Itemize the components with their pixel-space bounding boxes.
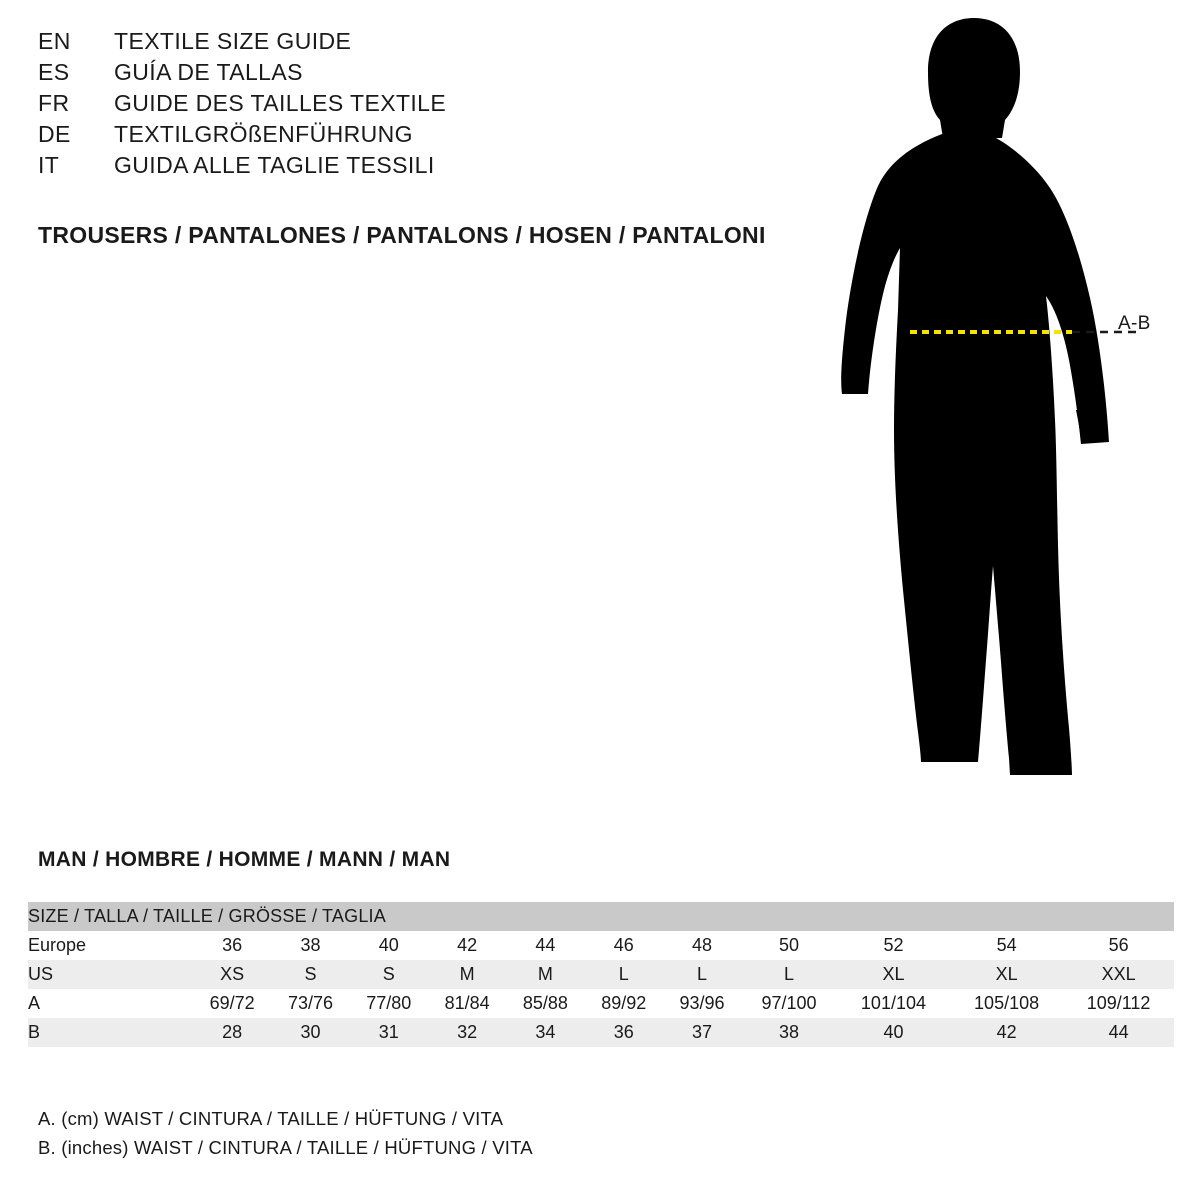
cell: 54	[950, 931, 1063, 960]
language-code: IT	[38, 152, 60, 178]
language-row	[38, 90, 798, 121]
row-label: B	[28, 1018, 193, 1047]
language-row	[38, 121, 798, 152]
cell: 105/108	[950, 989, 1063, 1018]
language-row	[38, 28, 798, 59]
table-row	[28, 989, 1174, 1018]
cell: 31	[350, 1018, 428, 1047]
cell: 32	[428, 1018, 506, 1047]
language-row	[38, 59, 798, 90]
language-title: GUIDE DES TAILLES TEXTILE	[114, 90, 447, 116]
cell: 93/96	[663, 989, 741, 1018]
cell: 36	[193, 931, 271, 960]
cell: 85/88	[506, 989, 584, 1018]
cell: 73/76	[271, 989, 349, 1018]
garment-type-line: TROUSERS / PANTALONES / PANTALONS / HOSEN / PANTALONI	[38, 222, 766, 248]
ab-measure-label: A-B	[1118, 313, 1151, 334]
table-header-row	[28, 902, 1174, 931]
row-label: US	[28, 960, 193, 989]
cell: 77/80	[350, 989, 428, 1018]
cell: 42	[950, 1018, 1063, 1047]
cell: XL	[950, 960, 1063, 989]
cell: 81/84	[428, 989, 506, 1018]
cell: L	[663, 960, 741, 989]
cell: 44	[1063, 1018, 1174, 1047]
cell: 44	[506, 931, 584, 960]
row-label: A	[28, 989, 193, 1018]
cell: 30	[271, 1018, 349, 1047]
footnote-a: A. (cm) WAIST / CINTURA / TAILLE / HÜFTUNG / VITA	[38, 1108, 504, 1129]
language-title: TEXTILGRÖßENFÜHRUNG	[114, 121, 413, 147]
cell: XL	[837, 960, 950, 989]
cell: 101/104	[837, 989, 950, 1018]
cell: 40	[837, 1018, 950, 1047]
language-code: DE	[38, 121, 71, 147]
table-row	[28, 960, 1174, 989]
cell: 56	[1063, 931, 1174, 960]
cell: 42	[428, 931, 506, 960]
cell: S	[271, 960, 349, 989]
cell: 40	[350, 931, 428, 960]
language-title: GUÍA DE TALLAS	[114, 59, 303, 85]
cell: XS	[193, 960, 271, 989]
cell: 36	[585, 1018, 663, 1047]
cell: M	[506, 960, 584, 989]
language-title: TEXTILE SIZE GUIDE	[114, 28, 352, 54]
table-row	[28, 931, 1174, 960]
cell: S	[350, 960, 428, 989]
cell: XXL	[1063, 960, 1174, 989]
man-silhouette-illustration	[790, 10, 1190, 800]
cell: 109/112	[1063, 989, 1174, 1018]
table-row	[28, 1018, 1174, 1047]
cell: L	[585, 960, 663, 989]
cell: 34	[506, 1018, 584, 1047]
cell: 48	[663, 931, 741, 960]
language-header-block	[38, 28, 798, 183]
language-code: ES	[38, 59, 70, 85]
table-header-label: SIZE / TALLA / TAILLE / GRÖSSE / TAGLIA	[28, 902, 1174, 931]
cell: 69/72	[193, 989, 271, 1018]
table-section-title: MAN / HOMBRE / HOMME / MANN / MAN	[38, 848, 451, 871]
row-label: Europe	[28, 931, 193, 960]
footnotes-block	[38, 1108, 533, 1166]
cell: 46	[585, 931, 663, 960]
footnote-b: B. (inches) WAIST / CINTURA / TAILLE / HÜFTUNG / VITA	[38, 1137, 533, 1158]
language-code: EN	[38, 28, 71, 54]
cell: 50	[741, 931, 837, 960]
language-row	[38, 152, 798, 183]
cell: 97/100	[741, 989, 837, 1018]
cell: 28	[193, 1018, 271, 1047]
language-title: GUIDA ALLE TAGLIE TESSILI	[114, 152, 435, 178]
size-chart-table	[28, 902, 1174, 1047]
cell: 37	[663, 1018, 741, 1047]
cell: 89/92	[585, 989, 663, 1018]
cell: M	[428, 960, 506, 989]
cell: 38	[271, 931, 349, 960]
cell: L	[741, 960, 837, 989]
language-code: FR	[38, 90, 70, 116]
cell: 38	[741, 1018, 837, 1047]
cell: 52	[837, 931, 950, 960]
